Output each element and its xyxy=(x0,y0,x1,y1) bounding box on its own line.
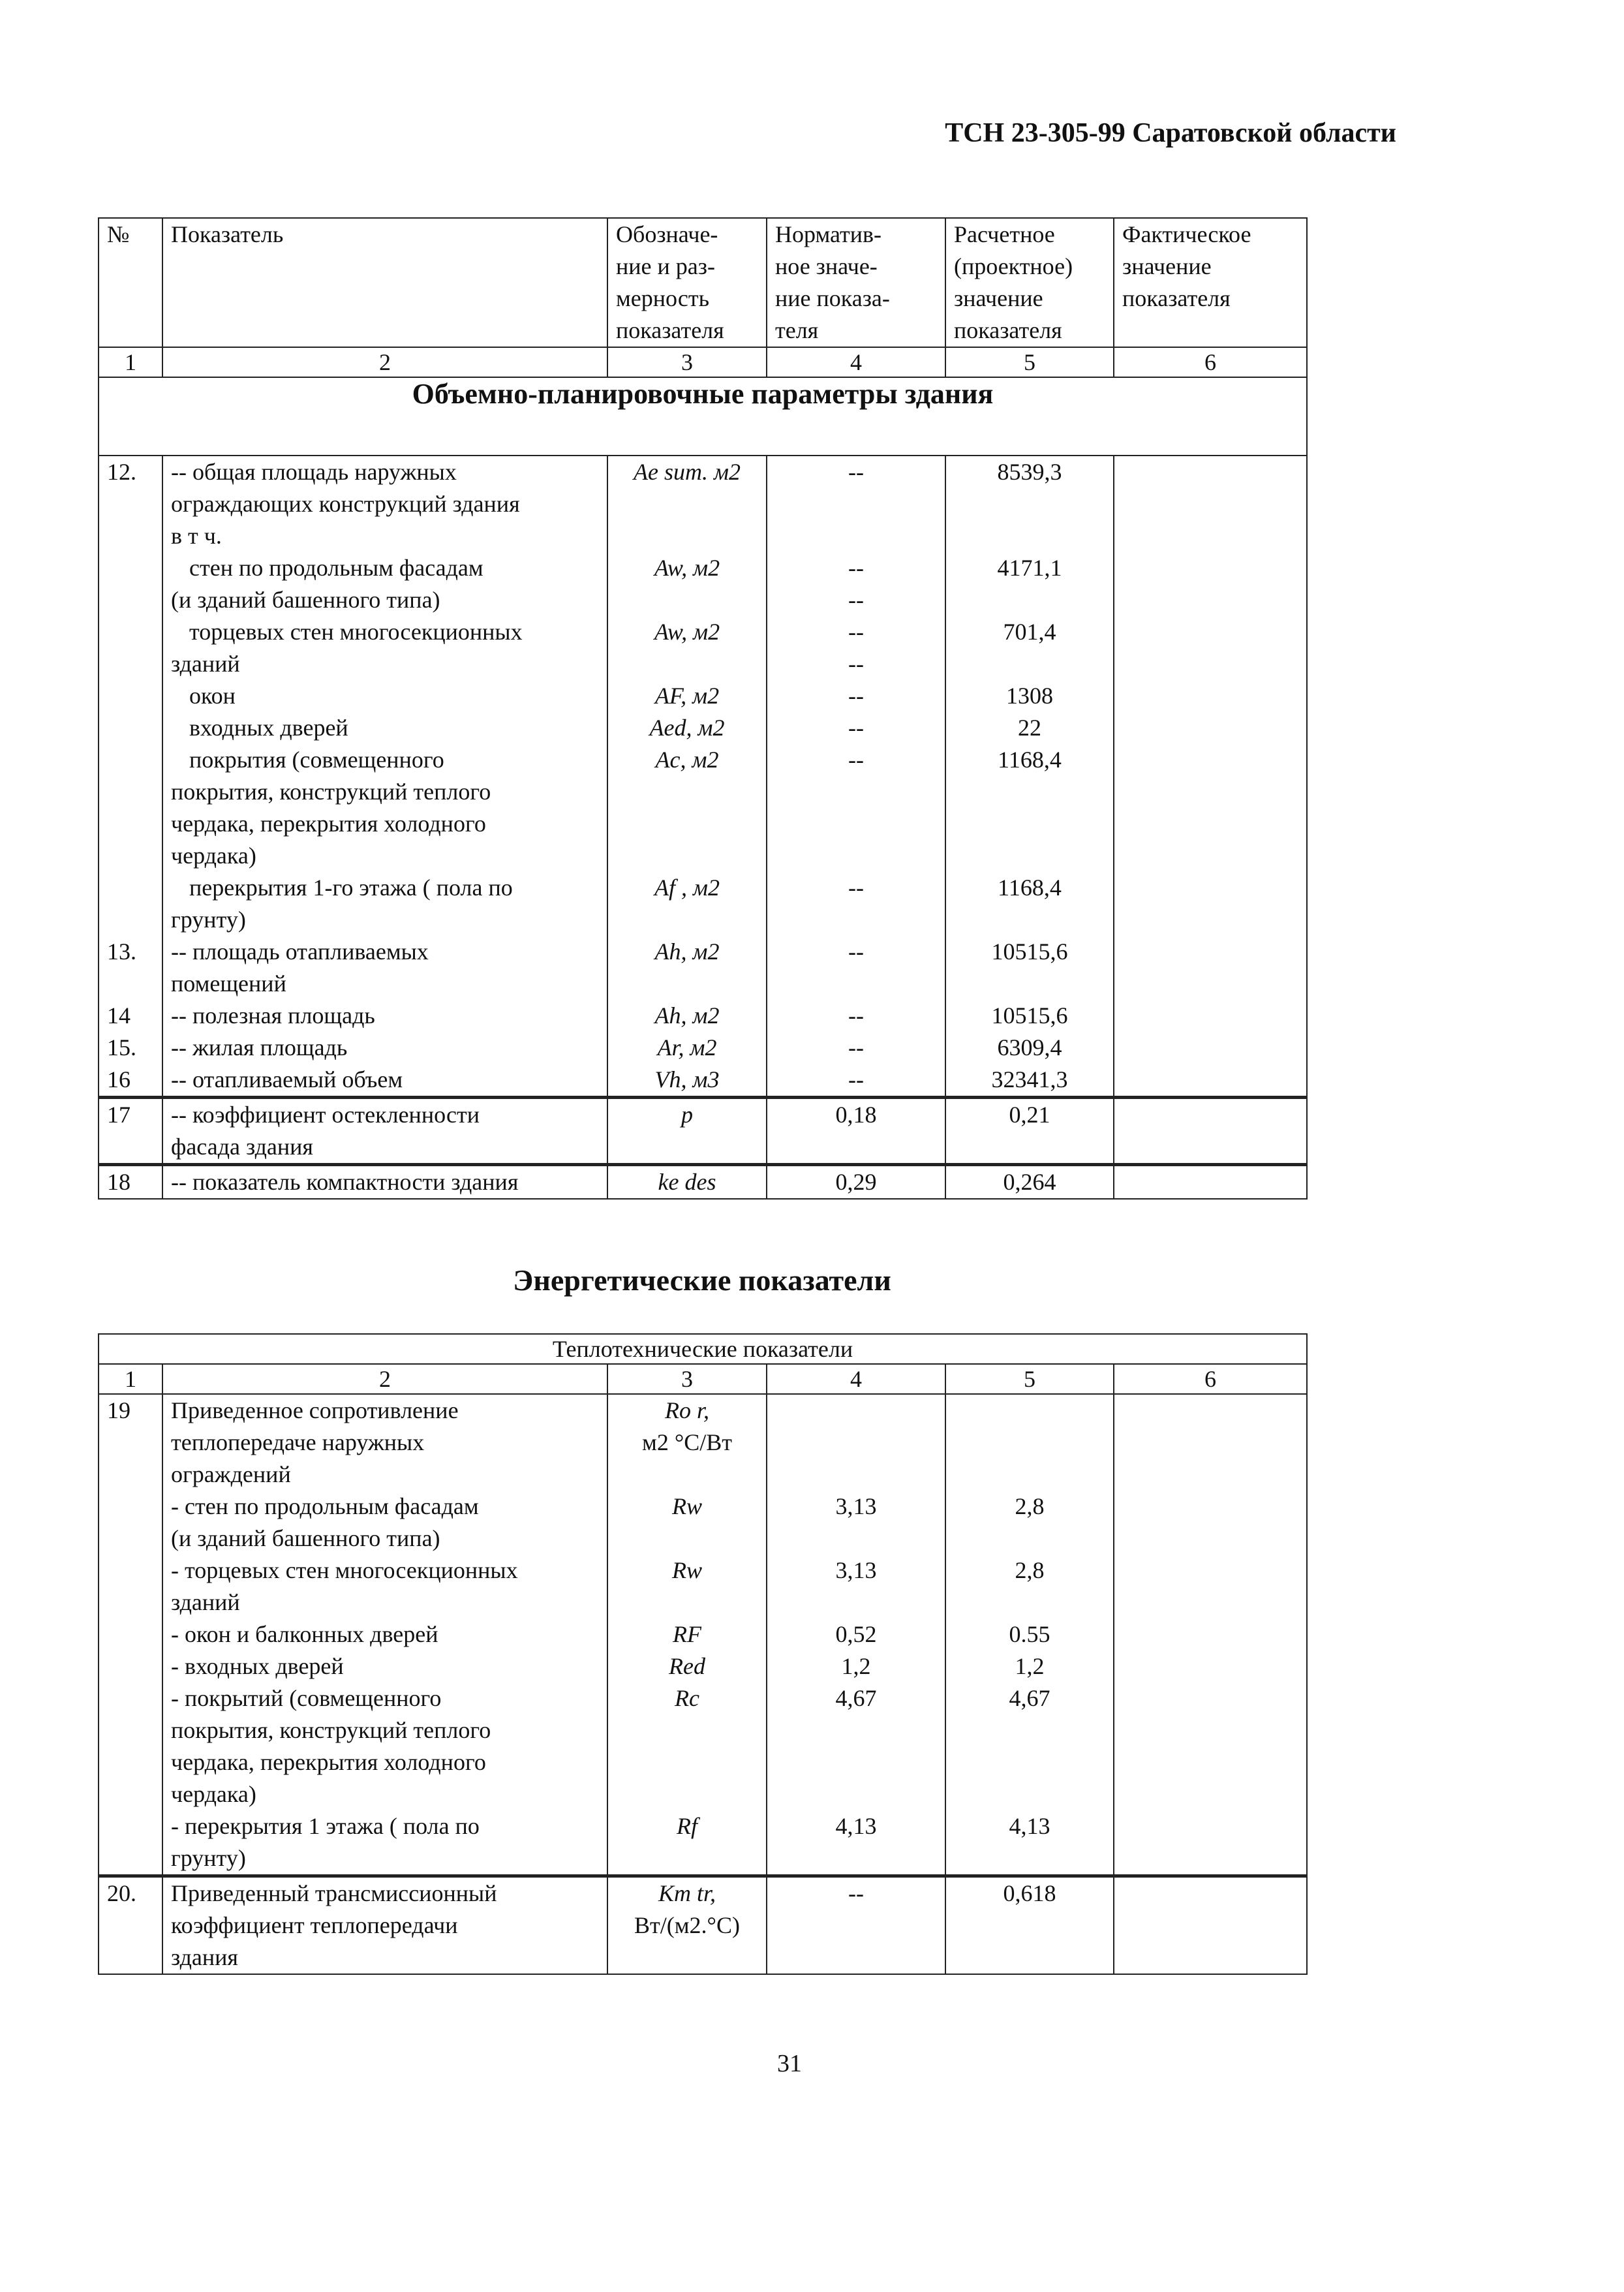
document-header: ТСН 23-305-99 Саратовской области xyxy=(945,118,1396,148)
thermal-subheading: Теплотехнические показатели xyxy=(99,1334,1307,1364)
section-heading-row xyxy=(99,377,1307,456)
symbol-lines: Ae sum. м2 Aw, м2 Aw, м2 AF, м2 Aed, м2 Ac, м2 Af , м2 Ah, м2 Ah, м2 Ar, м2 Vh, м3 xyxy=(607,456,767,1098)
energy-indicators-table xyxy=(98,1333,1308,1975)
header-cell-calculated: Расчетное (проектное) значение показателя xyxy=(945,218,1114,347)
table-row-19: 19 Приведенное сопротивление теплопередаче наружных ограждений - стен по продольным фасадам (и зданий башенного типа) - торцевых стен многосекционных зданий - окон и балконных дверей - входных дверей - покрытий (совмещенного покрытия, конструкций теплого чердака, перекрытия холодного чердака) - перекрытия 1 этажа ( пола по грунту) Ro r, м2 °С/Вт Rw Rw RF Red Rc Rf 3,13 3,13 0,52 1,2 4,67 4,13 2,8 2,8 0.55 1,2 4,67 4,13 xyxy=(99,1394,1307,1876)
table-row-20: 20. Приведенный трансмиссионный коэффициент теплопередачи здания Km tr, Вт/(м2.°С) -- 0,618 xyxy=(99,1876,1307,1975)
header-cell-symbol: Обозначе- ние и раз- мерность показателя xyxy=(607,218,767,347)
table-header-row xyxy=(99,218,1307,347)
table-row-17: 17 -- коэффициент остекленности фасада здания p 0,18 0,21 xyxy=(99,1098,1307,1165)
column-number-row-2: 1 2 3 4 5 6 xyxy=(99,1364,1307,1394)
header-cell-number: № xyxy=(99,218,162,347)
header-cell-actual: Фактическое значение показателя xyxy=(1114,218,1307,347)
actual-cell xyxy=(1114,456,1307,1098)
indicator-lines: -- общая площадь наружных ограждающих конструкций здания в т ч. стен по продольным фасадам (и зданий башенного типа) торцевых стен многосекционных зданий окон входных дверей покрытия (совмещенного покрытия, конструкций теплого чердака, перекрытия холодного чердака) перекрытия 1-го этажа ( пола по грунту) -- площадь отапливаемых помещений -- полезная площадь -- жилая площадь -- отапливаемый объем xyxy=(162,456,607,1098)
page-number: 31 xyxy=(777,2050,802,2077)
calculated-lines: 8539,3 4171,1 701,4 1308 22 1168,4 1168,4 10515,6 10515,6 6309,4 32341,3 xyxy=(945,456,1114,1098)
subheading-row xyxy=(99,1334,1307,1364)
normative-lines: -- -- -- -- -- -- -- -- -- -- -- -- -- xyxy=(767,456,945,1098)
building-parameters-table xyxy=(98,217,1308,1200)
header-cell-indicator: Показатель xyxy=(162,218,607,347)
row-numbers: 12. 13. 14 15. 16 xyxy=(99,456,162,1098)
table-row-group-12-16 xyxy=(99,456,1307,1098)
column-number-row: 1 2 3 4 5 6 xyxy=(99,347,1307,377)
table-row-18: 18 -- показатель компактности здания ke des 0,29 0,264 xyxy=(99,1165,1307,1200)
section-heading: Объемно-планировочные параметры здания xyxy=(99,377,1307,456)
energy-section-title: Энергетические показатели xyxy=(513,1263,891,1297)
header-cell-normative: Норматив- ное значе- ние показа- теля xyxy=(767,218,945,347)
